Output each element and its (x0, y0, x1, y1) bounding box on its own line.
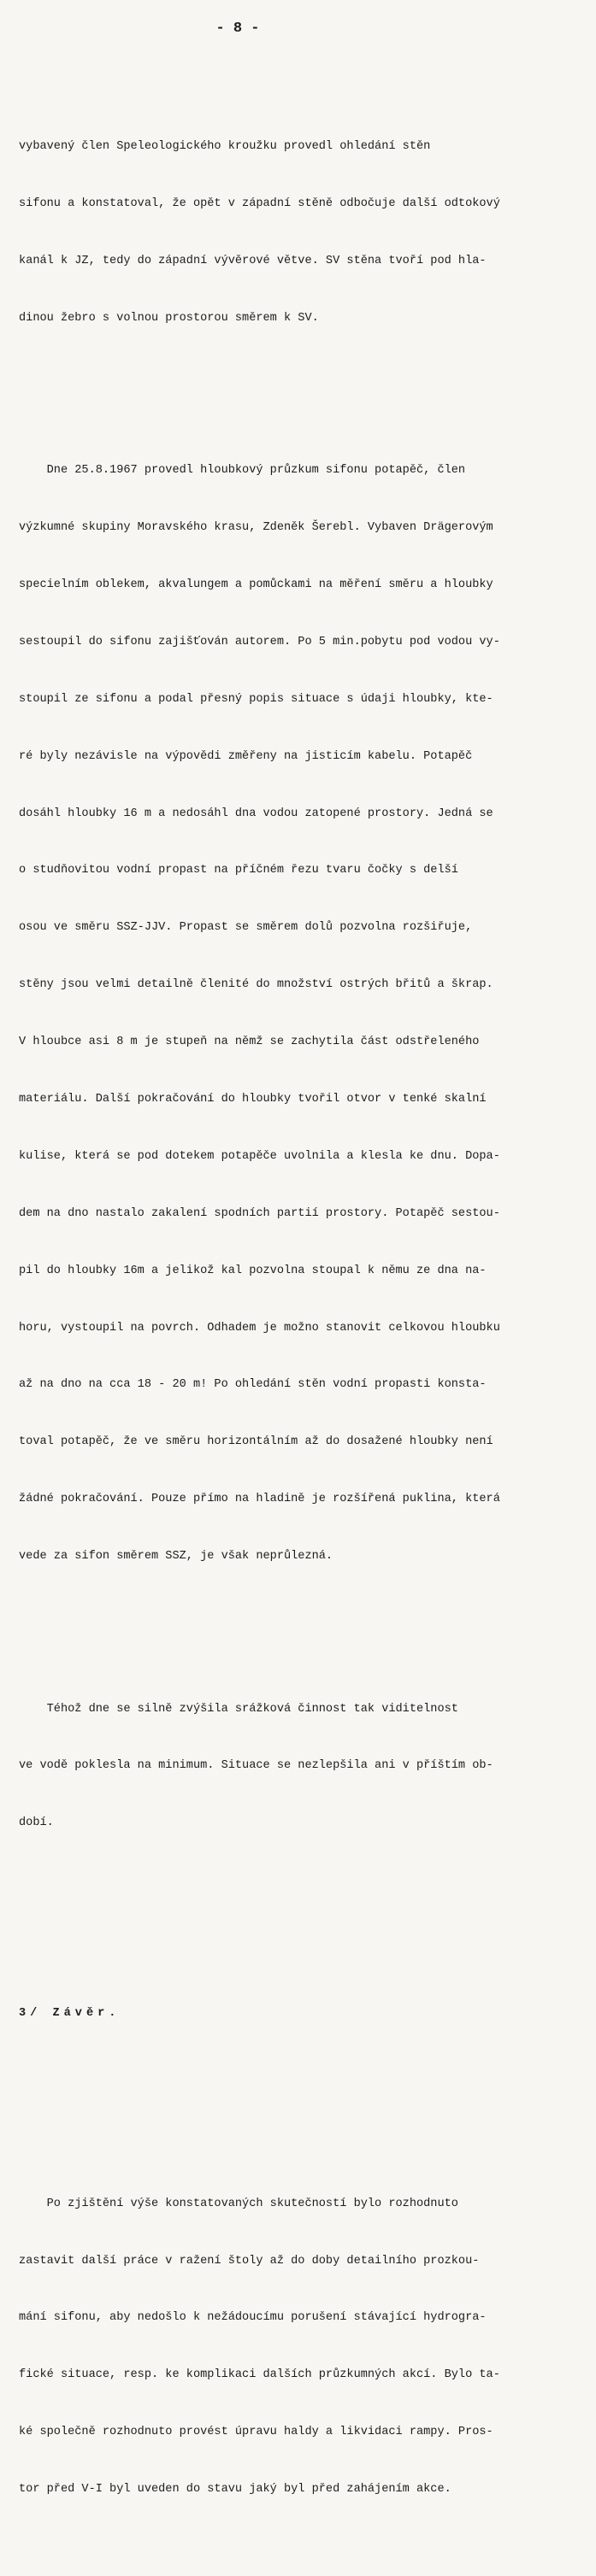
text-line: o studňovitou vodní propast na příčném řezu tvaru čočky s delší (19, 864, 458, 877)
text-line: žádné pokračování. Pouze přímo na hladině je rozšířená puklina, která (19, 1493, 500, 1506)
text-line: sifonu a konstatoval, že opět v západní stěně odbočuje další odtokový (19, 197, 500, 211)
paragraph-visibility (19, 1662, 590, 1871)
text-line: zastavit další práce v ražení štoly až do doby detailního prozkou- (19, 2254, 480, 2268)
text-line: vybavený člen Speleologického kroužku provedl ohledání stěn (19, 140, 431, 154)
text-line: materiálu. Další pokračování do hloubky tvořil otvor v tenké skalní (19, 1093, 487, 1106)
text-line: dobí. (19, 1816, 54, 1830)
text-line: stěny jsou velmi detailně členité do množství ostrých břitů a škrap. (19, 978, 493, 992)
document-body (19, 62, 590, 2576)
text-line: ré byly nezávisle na výpovědi změřeny na jisticím kabelu. Potapěč (19, 749, 473, 763)
text-line: výzkumné skupiny Moravského krasu, Zdeněk Šerebl. Vybaven Drägerovým (19, 521, 493, 535)
text-line: tor před V-I byl uveden do stavu jaký byl před zahájením akce. (19, 2483, 451, 2497)
text-line: kulise, která se pod dotekem potapěče uvolnila a klesla ke dnu. Dopa- (19, 1149, 500, 1163)
text-line: toval potapěč, že ve směru horizontálním až do dosažené hloubky není (19, 1435, 493, 1449)
text-line: specielním oblekem, akvalungem a pomůckami na měření směru a hloubky (19, 578, 493, 592)
text-line: dinou žebro s volnou prostorou směrem k SV. (19, 311, 319, 325)
paragraph-diving-survey (19, 424, 590, 1605)
text-line: sestoupil do sifonu zajišťován autorem. Po 5 min.pobytu pod vodou vy- (19, 635, 500, 648)
text-line: osou ve směru SSZ-JJV. Propast se směrem dolů pozvolna rozšiřuje, (19, 921, 473, 935)
text-line: Po zjištění výše konstatovaných skutečností bylo rozhodnuto (19, 2197, 458, 2210)
text-line: Dne 25.8.1967 provedl hloubkový průzkum sifonu potapěč, člen (19, 464, 466, 478)
text-line: až na dno na cca 18 - 20 m! Po ohledání stěn vodní propasti konsta- (19, 1378, 487, 1392)
text-line: stoupil ze sifonu a podal přesný popis situace s údaji hloubky, kte- (19, 692, 493, 706)
page-number: - 8 - (215, 21, 260, 37)
paragraph-conclusion (19, 2156, 590, 2538)
section-spacer (19, 1928, 590, 1947)
text-line: kanál k JZ, tedy do západní vývěrové větve. SV stěna tvoří pod hla- (19, 254, 487, 267)
text-line: mání sifonu, aby nedošlo k nežádoucímu porušení stávající hydrogra- (19, 2311, 487, 2325)
text-line: dem na dno nastalo zakalení spodních partií prostory. Potapěč sestou- (19, 1206, 500, 1220)
text-line: ké společně rozhodnuto provést úpravu haldy a likvidaci rampy. Pros- (19, 2426, 493, 2439)
text-line: dosáhl hloubky 16 m a nedosáhl dna vodou zatopené prostory. Jedná se (19, 807, 493, 820)
text-line: horu, vystoupil na povrch. Odhadem je možno stanovit celkovou hloubku (19, 1321, 500, 1335)
text-line: fické situace, resp. ke komplikaci dalších průzkumných akcí. Bylo ta- (19, 2368, 500, 2382)
text-line: pil do hloubky 16m a jelikož kal pozvolna stoupal k němu ze dna na- (19, 1264, 487, 1277)
text-line: V hloubce asi 8 m je stupeň na němž se zachytila část odstřeleného (19, 1036, 480, 1049)
text-line: Téhož dne se silně zvýšila srážková činnost tak viditelnost (19, 1702, 458, 1716)
paragraph-continuation (19, 100, 590, 367)
section-spacer (19, 2080, 590, 2099)
text-line: ve vodě poklesla na minimum. Situace se nezlepšila ani v příštím ob- (19, 1759, 493, 1773)
text-line: vede za sifon směrem SSZ, je však neprůlezná. (19, 1550, 333, 1564)
section-heading: 3/ Závěr. (19, 2006, 121, 2020)
